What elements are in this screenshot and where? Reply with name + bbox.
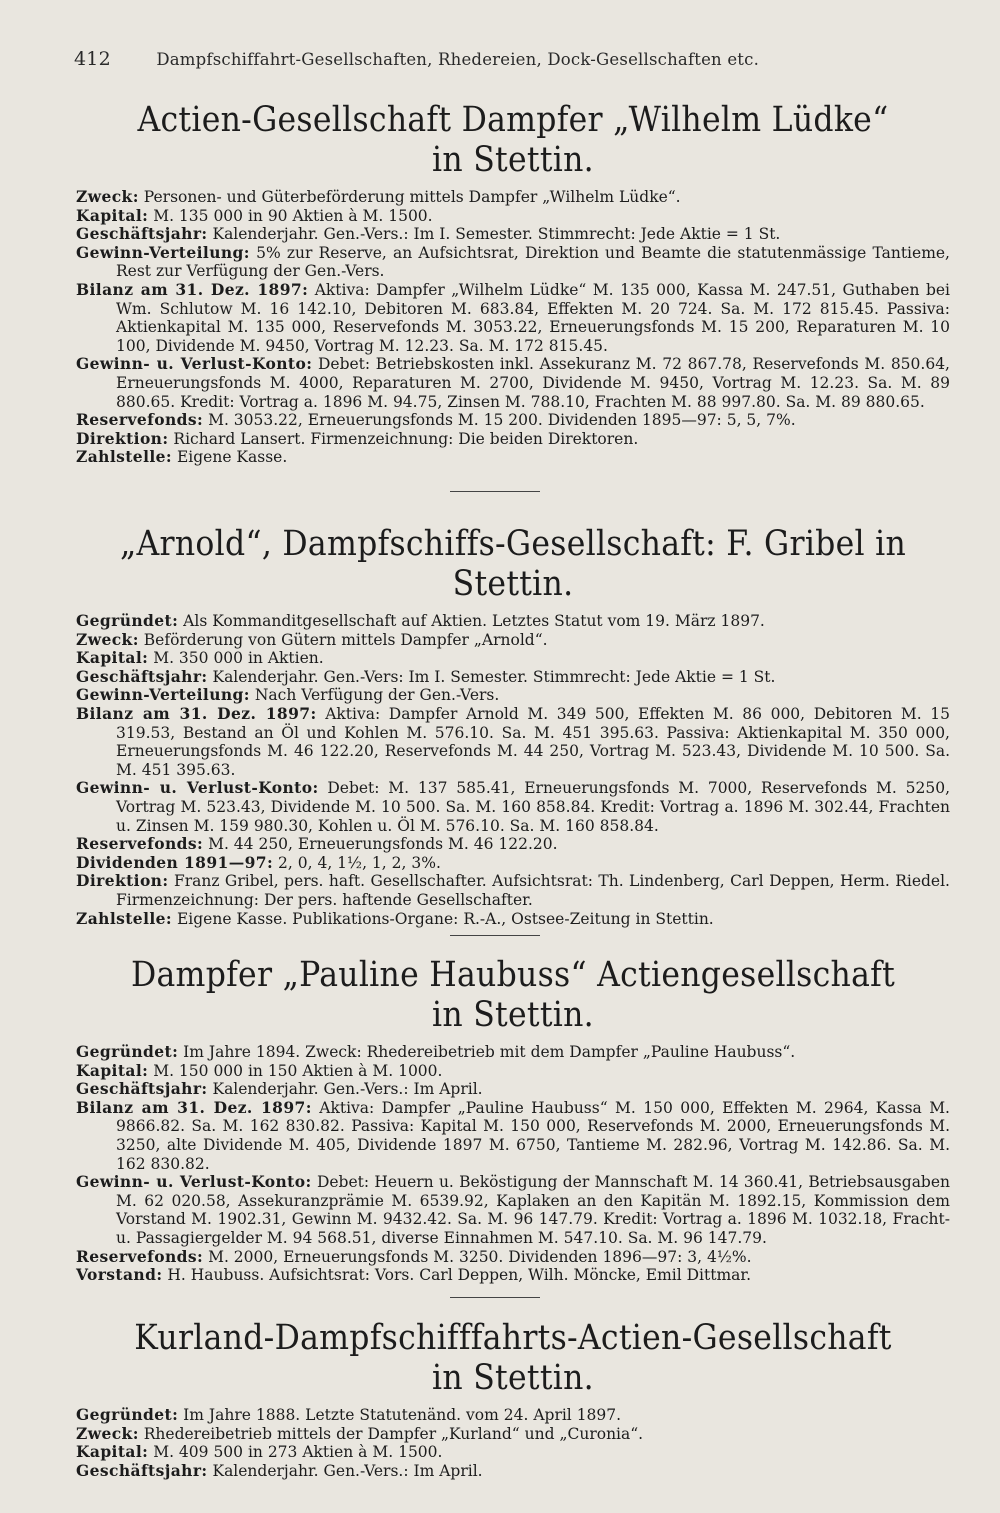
company-entry-wilhelm-luedke [76, 100, 950, 467]
entry-line: Gewinn- u. Verlust-Konto: Debet: Betriebskosten inkl. Assekuranz M. 72 867.78, Reservefonds M. 850.64, Erneuerungsfonds M. 4000, Reparaturen M. 2700, Dividende M. 9450, Vortrag M. 12.23. Sa. M. 89 880.65. Kredit: Vortrag a. 1896 M. 94.75, Zinsen M. 788.10, Frachten M. 88 997.80. Sa. M. 89 880.65. [76, 354, 950, 411]
entry-line: Gewinn- u. Verlust-Konto: Debet: M. 137 585.41, Erneuerungsfonds M. 7000, Reservefonds M. 5250, Vortrag M. 523.43, Dividende M. 10 500. Sa. M. 160 858.84. Kredit: Vortrag a. 1896 M. 302.44, Frachten u. Zinsen M. 159 980.30, Kohlen u. Öl M. 576.10. Sa. M. 160 858.84. [76, 778, 950, 835]
running-header [74, 48, 954, 70]
entry-line: Kapital: M. 135 000 in 90 Aktien à M. 1500. [76, 205, 433, 225]
running-title: Dampfschiffahrt-Gesellschaften, Rhedereien, Dock-Gesellschaften etc. [156, 50, 760, 69]
entry-line: Reservefonds: M. 3053.22, Erneuerungsfonds M. 15 200. Dividenden 1895—97: 5, 5, 7%. [76, 410, 796, 430]
entry-line: Reservefonds: M. 44 250, Erneuerungsfonds M. 46 122.20. [76, 834, 558, 854]
company-title: Dampfer „Pauline Haubuss“ Actiengesellschaft in Stettin. [130, 955, 896, 1035]
section-divider [450, 491, 540, 492]
entry-line: Zweck: Beförderung von Gütern mittels Dampfer „Arnold“. [76, 629, 548, 649]
entry-line: Zahlstelle: Eigene Kasse. Publikations-Organe: R.-A., Ostsee-Zeitung in Stettin. [76, 908, 714, 928]
entry-line: Bilanz am 31. Dez. 1897: Aktiva: Dampfer „Wilhelm Lüdke“ M. 135 000, Kassa M. 247.51, Guthaben bei Wm. Schlutow M. 16 142.10, Debitoren M. 683.84, Effekten M. 20 724. Sa. M. 172 815.45. Passiva: Aktienkapital M. 135 000, Reservefonds M. 3053.22, Erneuerungsfonds M. 15 200, Reparaturen M. 10 100, Dividende M. 9450, Vortrag M. 12.23. Sa. M. 172 815.45. [76, 279, 950, 355]
company-entry-pauline-haubuss [76, 955, 950, 1285]
entry-line: Gegründet: Im Jahre 1894. Zweck: Rhedereibetrieb mit dem Dampfer „Pauline Haubuss“. [76, 1042, 796, 1061]
entry-line: Gewinn- u. Verlust-Konto: Debet: Heuern u. Beköstigung der Mannschaft M. 14 360.41, Betriebsausgaben M. 62 020.58, Assekuranzprämie M. 6539.92, Kaplaken an den Kapitän M. 1892.15, Kommission dem Vorstand M. 1902.31, Gewinn M. 9432.42. Sa. M. 96 147.79. Kredit: Vortrag a. 1896 M. 1032.18, Fracht- u. Passagiergelder M. 94 568.51, diverse Einnahmen M. 547.10. Sa. M. 96 147.79. [76, 1172, 951, 1247]
entry-line: Gewinn-Verteilung: 5% zur Reserve, an Aufsichtsrat, Direktion und Beamte die statutenmässige Tantieme, Rest zur Verfügung der Gen.-Vers. [76, 242, 950, 281]
entry-line: Gewinn-Verteilung: Nach Verfügung der Gen.-Vers. [76, 685, 500, 705]
company-entry-kurland [76, 1318, 950, 1480]
entry-line: Gegründet: Als Kommanditgesellschaft auf Aktien. Letztes Statut vom 19. März 1897. [76, 611, 765, 630]
company-title: „Arnold“, Dampfschiffs-Gesellschaft: F. Gribel in Stettin. [119, 524, 907, 604]
entry-line: Geschäftsjahr: Kalenderjahr. Gen.-Vers.: Im April. [76, 1079, 483, 1099]
entry-line: Vorstand: H. Haubuss. Aufsichtsrat: Vors. Carl Deppen, Wilh. Möncke, Emil Dittmar. [76, 1265, 752, 1285]
entry-line: Zweck: Personen- und Güterbeförderung mittels Dampfer „Wilhelm Lüdke“. [76, 187, 681, 206]
company-title: Actien-Gesellschaft Dampfer „Wilhelm Lüdke“ in Stettin. [137, 100, 889, 180]
entry-line: Geschäftsjahr: Kalenderjahr. Gen.-Vers.: Im April. [76, 1460, 483, 1480]
page-number: 412 [74, 48, 111, 70]
section-divider [450, 1297, 540, 1298]
entry-line: Kapital: M. 350 000 in Aktien. [76, 648, 324, 668]
entry-line: Geschäftsjahr: Kalenderjahr. Gen.-Vers.: Im I. Semester. Stimmrecht: Jede Aktie = 1 St. [76, 224, 781, 244]
entry-line: Direktion: Richard Lansert. Firmenzeichnung: Die beiden Direktoren. [76, 428, 639, 448]
entry-line: Dividenden 1891—97: 2, 0, 4, 1½, 1, 2, 3%. [76, 852, 441, 872]
entry-line: Bilanz am 31. Dez. 1897: Aktiva: Dampfer Arnold M. 349 500, Effekten M. 86 000, Debitoren M. 15 319.53, Bestand an Öl und Kohlen M. 576.10. Sa. M. 451 395.63. Passiva: Aktienkapital M. 350 000, Erneuerungsfonds M. 46 122.20, Reservefonds M. 44 250, Vortrag M. 523.43, Dividende M. 10 500. Sa. M. 451 395.63. [76, 703, 950, 779]
entry-line: Gegründet: Im Jahre 1888. Letzte Statutenänd. vom 24. April 1897. [76, 1405, 622, 1424]
entry-line: Geschäftsjahr: Kalenderjahr. Gen.-Vers: Im I. Semester. Stimmrecht: Jede Aktie = 1 St. [76, 666, 776, 686]
entry-line: Zahlstelle: Eigene Kasse. [76, 447, 288, 467]
entry-line: Kapital: M. 409 500 in 273 Aktien à M. 1500. [76, 1442, 443, 1462]
entry-line: Bilanz am 31. Dez. 1897: Aktiva: Dampfer „Pauline Haubuss“ M. 150 000, Effekten M. 2964, Kassa M. 9866.82. Sa. M. 162 830.82. Passiva: Kapital M. 150 000, Reservefonds M. 2000, Erneuerungsfonds M. 3250, alte Dividende M. 405, Dividende 1897 M. 6750, Tantieme M. 282.96, Vortrag M. 142.86. Sa. M. 162 830.82. [76, 1097, 950, 1173]
entry-line: Direktion: Franz Gribel, pers. haft. Gesellschafter. Aufsichtsrat: Th. Lindenberg, Carl Deppen, Herm. Riedel. Firmenzeichnung: Der pers. haftende Gesellschafter. [76, 871, 950, 909]
entry-line: Zweck: Rhedereibetrieb mittels der Dampfer „Kurland“ und „Curonia“. [76, 1423, 644, 1443]
company-title: Kurland-Dampfschifffahrts-Actien-Gesellschaft in Stettin. [134, 1318, 892, 1398]
company-entry-arnold [76, 524, 950, 928]
entry-line: Kapital: M. 150 000 in 150 Aktien à M. 1000. [76, 1060, 443, 1080]
entry-line: Reservefonds: M. 2000, Erneuerungsfonds M. 3250. Dividenden 1896—97: 3, 4½%. [76, 1246, 752, 1266]
section-divider [450, 935, 540, 936]
